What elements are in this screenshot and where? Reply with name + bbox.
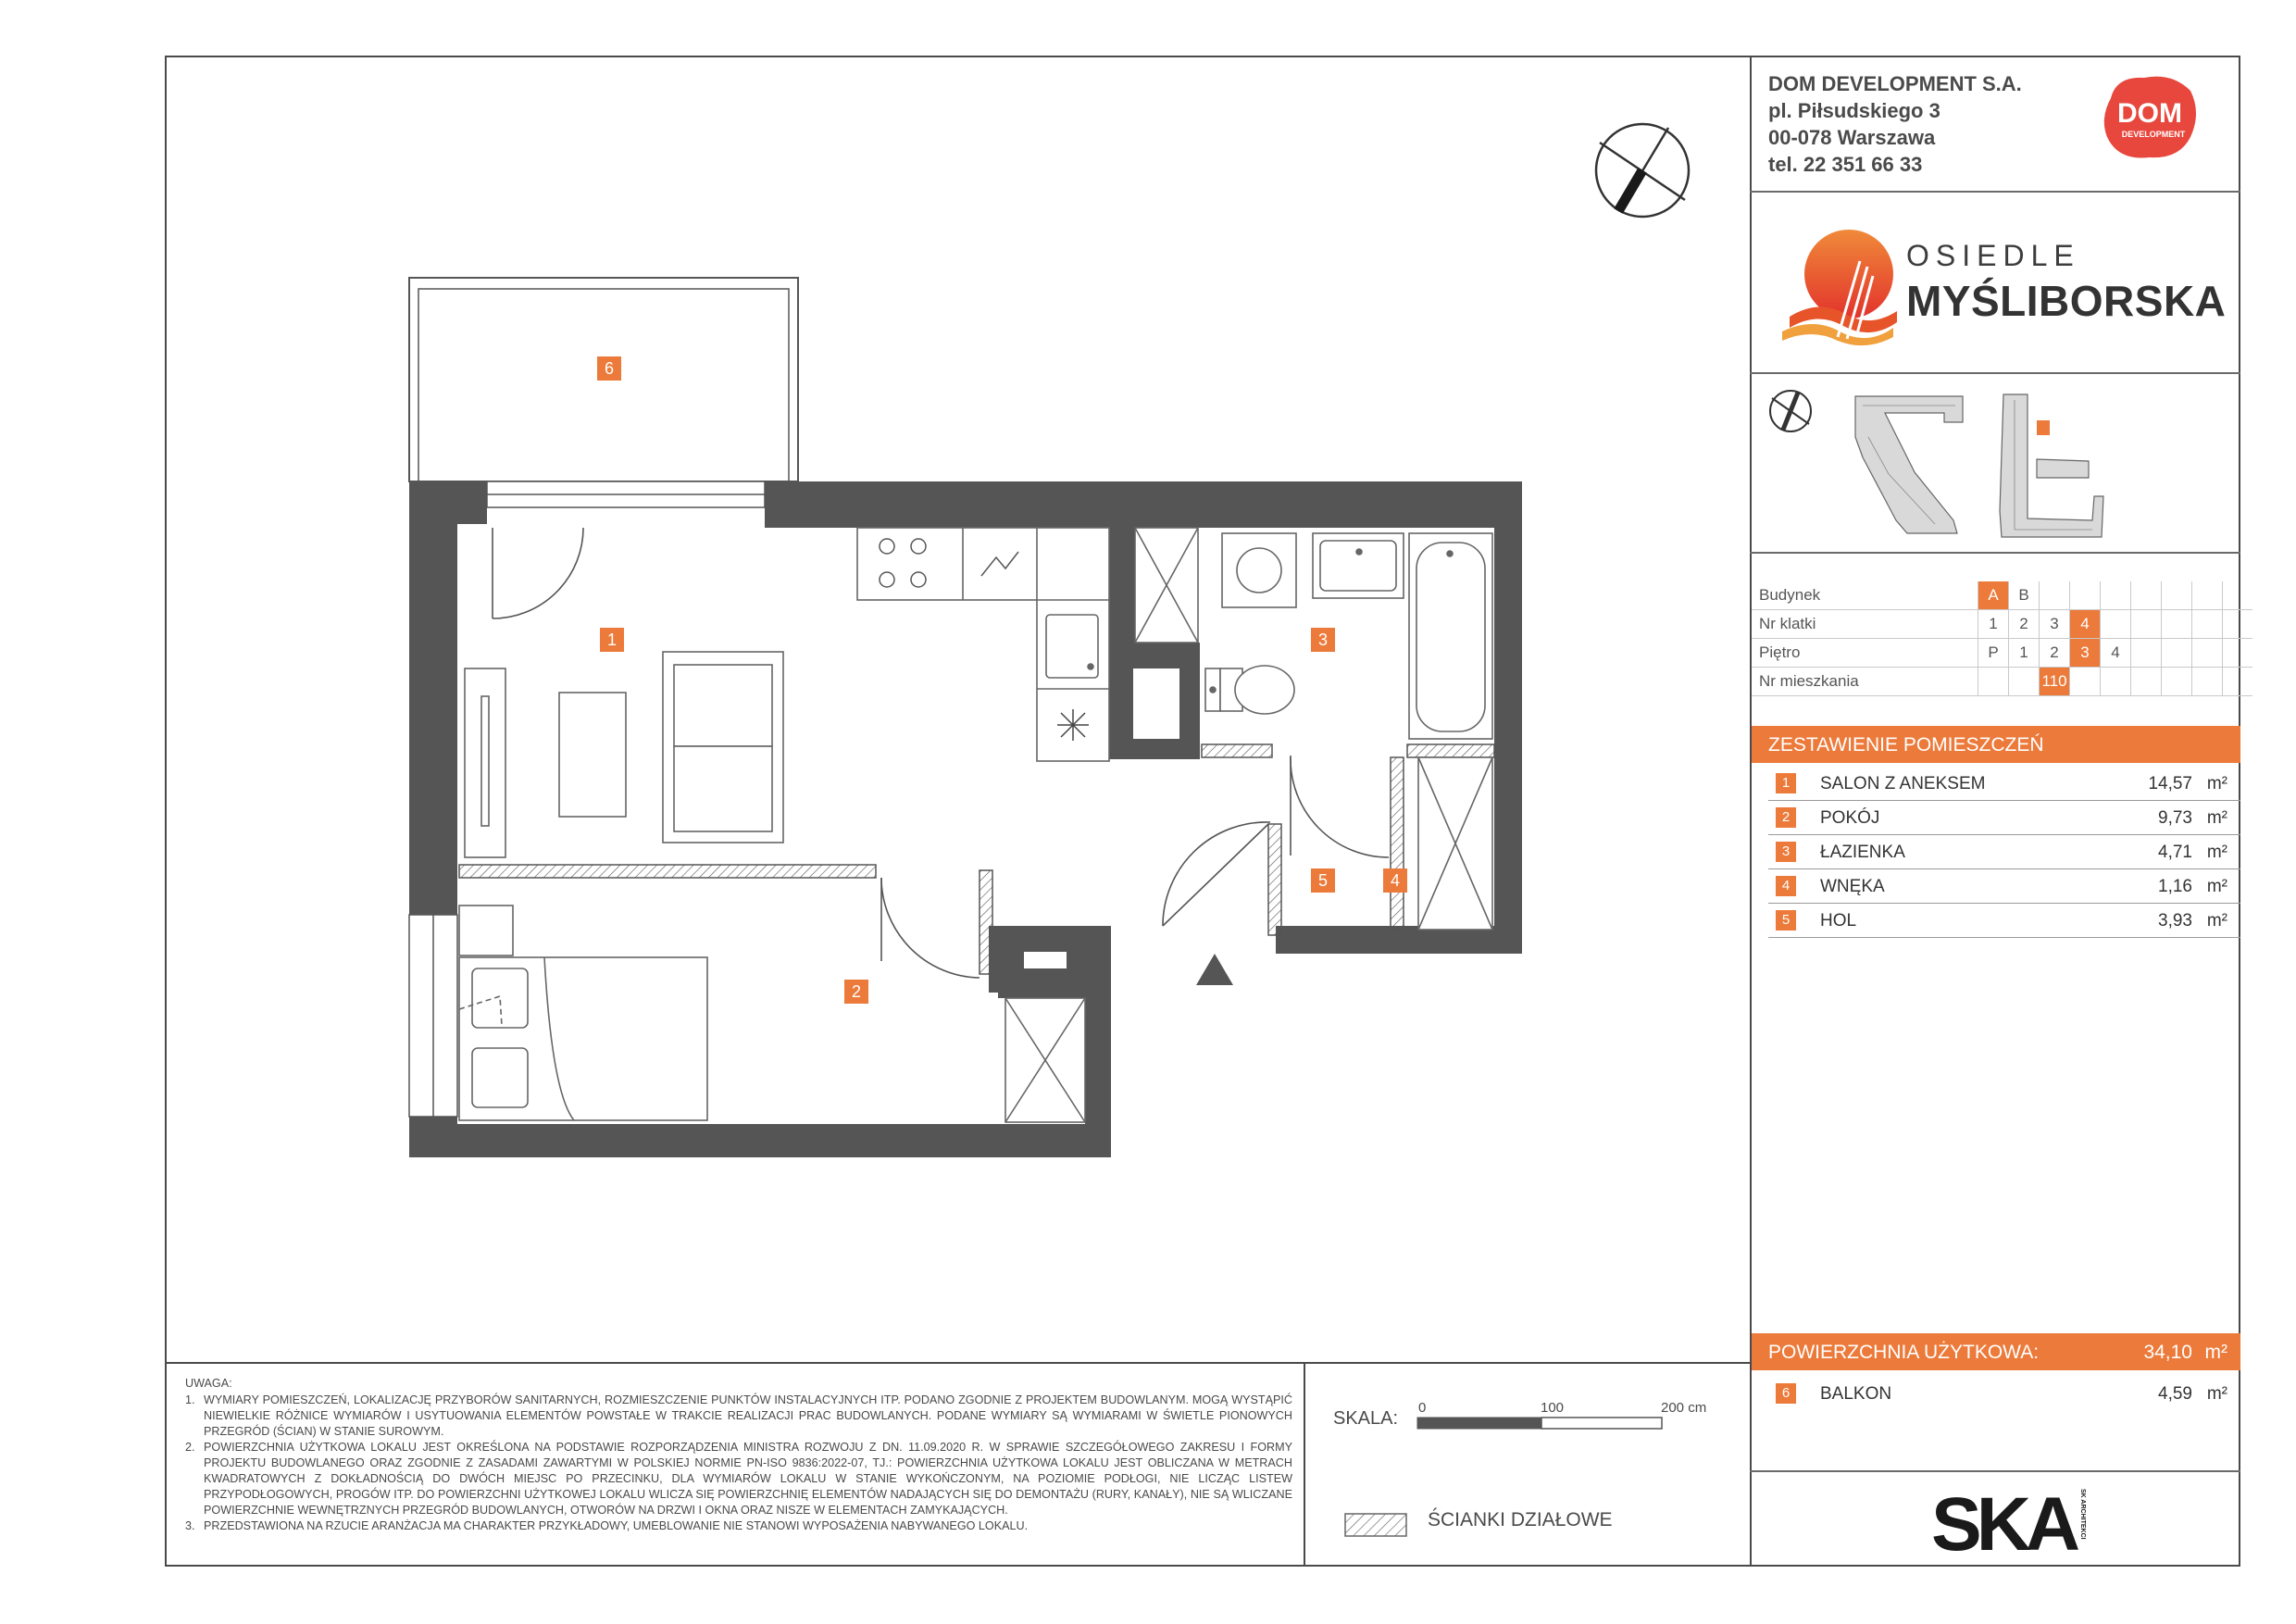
room-area: 3,93 xyxy=(2158,911,2192,931)
room-area: 1,16 xyxy=(2158,877,2192,896)
room-number: 1 xyxy=(1776,773,1796,793)
room-area: 4,71 xyxy=(2158,843,2192,862)
scale-tick-100: 100 xyxy=(1541,1400,1565,1416)
architect-logo-subtext: SK ARCHITEKCI xyxy=(2079,1489,2086,1540)
plan-label-bathroom: 3 xyxy=(1311,628,1335,652)
note-item xyxy=(185,1518,1292,1534)
location-cell xyxy=(2162,581,2192,610)
room-row xyxy=(1768,801,2240,834)
notes-divider xyxy=(165,1362,1750,1364)
location-cell: 2 xyxy=(2009,610,2040,639)
floor-plan xyxy=(370,259,1574,1167)
notes-scale-divider xyxy=(1304,1362,1305,1567)
room-separator xyxy=(1768,937,2240,938)
note-item xyxy=(185,1393,1292,1440)
scale-tick-0: 0 xyxy=(1418,1400,1427,1416)
north-arrow-icon xyxy=(1587,115,1698,226)
entrance-arrow-icon xyxy=(1196,954,1233,985)
location-cell xyxy=(2162,610,2192,639)
location-row-label: Budynek xyxy=(1752,581,1978,610)
location-cell xyxy=(2101,581,2131,610)
partition-legend-label: ŚCIANKI DZIAŁOWE xyxy=(1428,1509,1613,1530)
scale-bar xyxy=(1416,1417,1691,1431)
balcony-unit: m² xyxy=(2206,1384,2227,1404)
room-area: 14,57 xyxy=(2148,774,2192,793)
location-row-label: Nr mieszkania xyxy=(1752,668,1978,696)
note-text: PRZEDSTAWIONA NA RZUCIE ARANŻACJA MA CHARAKTER PRZYKŁADOWY, UMEBLOWANIE NIE STANOWI WYPOSAŻENIA NABYWANEGO LOKALU. xyxy=(204,1519,1029,1532)
architect-logo xyxy=(1931,1480,2092,1559)
location-cell xyxy=(2131,668,2162,696)
project-name-line1: OSIEDLE xyxy=(1906,239,2080,272)
panel-rule xyxy=(1750,1470,2240,1472)
room-unit: m² xyxy=(2206,843,2227,862)
note-number: 2. xyxy=(185,1441,195,1454)
location-cell xyxy=(2223,668,2253,696)
company-phone: tel. 22 351 66 33 xyxy=(1768,153,1923,176)
room-number: 4 xyxy=(1776,876,1796,896)
note-text: POWIERZCHNIA UŻYTKOWA LOKALU JEST OKREŚLONA NA PODSTAWIE ROZPORZĄDZENIA MINISTRA ROZWOJU Z DN. 11.09.2020 R. W SPRAWIE SZCZEGÓŁOWEGO ZAKRESU I FORMY PROJEKTU BUDOWLANEGO ORAZ ZGODNIE Z ZASADAMI ZAWARTYMI W POLSKIEJ NORMIE PN-ISO 9836:2022-07, TJ.: POWIERZCHNIA UŻYTKOWA LOKALU JEST OBLICZANA W METRACH KWADRATOWYCH Z DOKŁADNOŚCIĄ DO DWÓCH MIEJSC PO PRZECINKU, DLA WYMIARÓW LOKALU W STANIE WYKOŃCZONYM, NA POZIOMIE PODŁOGI, NIE LICZĄC LISTEW PRZYPODŁOGOWYCH, PROGÓW ITP. DO POWIERZCHNI UŻYTKOWEJ LOKALU WLICZA SIĘ POWIERZCHNIĘ ELEMENTÓW NADAJĄCYCH SIĘ DO DEMONTAŻU (RURY, KANAŁY), NIE SĄ WLICZANE POWIERZCHNIE WEWNĘTRZNYCH PRZEGRÓD BUDOWLANYCH, OTWORÓW NA DRZWI I OKNA ORAZ NISZE W ELEMENTACH ZAMYKAJĄCYCH. xyxy=(204,1441,1292,1517)
room-name: WNĘKA xyxy=(1820,877,1885,896)
location-row xyxy=(1752,668,2252,696)
location-cell xyxy=(1978,668,2009,696)
site-plan-thumbnail xyxy=(1759,381,2240,544)
company-name: DOM DEVELOPMENT S.A. xyxy=(1768,72,2022,95)
project-name-line2: MYŚLIBORSKA xyxy=(1906,277,2227,325)
note-number: 1. xyxy=(185,1393,195,1406)
location-row xyxy=(1752,639,2252,668)
location-cell xyxy=(2131,610,2162,639)
dom-development-logo xyxy=(2098,70,2202,163)
room-area: 9,73 xyxy=(2158,808,2192,828)
rooms-header: ZESTAWIENIE POMIESZCZEŃ xyxy=(1768,734,2044,756)
usable-area-label: POWIERZCHNIA UŻYTKOWA: xyxy=(1768,1342,2040,1363)
plan-label-alcove: 4 xyxy=(1383,868,1407,893)
location-cell xyxy=(2223,581,2253,610)
note-item xyxy=(185,1440,1292,1518)
location-cell xyxy=(2070,668,2101,696)
room-row xyxy=(1768,835,2240,868)
location-cell xyxy=(2040,581,2070,610)
company-city: 00-078 Warszawa xyxy=(1768,126,1936,149)
living-furniture xyxy=(465,652,783,857)
usable-area-value: 34,10 xyxy=(2143,1342,2192,1363)
location-cell: P xyxy=(1978,639,2009,668)
location-cell: B xyxy=(2009,581,2040,610)
location-cell xyxy=(2101,610,2131,639)
rooms-header-bar xyxy=(1752,726,2240,763)
room-row xyxy=(1768,869,2240,903)
room-name: SALON Z ANEKSEM xyxy=(1820,774,1986,793)
balcony-row xyxy=(1768,1377,2240,1410)
room-number: 3 xyxy=(1776,842,1796,862)
room-row xyxy=(1768,904,2240,937)
company-street: pl. Piłsudskiego 3 xyxy=(1768,99,1940,122)
balcony-name: BALKON xyxy=(1820,1384,1892,1404)
location-cell xyxy=(2192,581,2223,610)
location-table xyxy=(1752,581,2252,696)
location-cell xyxy=(2162,639,2192,668)
location-row xyxy=(1752,581,2252,610)
room-row xyxy=(1768,767,2240,800)
location-cell xyxy=(2192,610,2223,639)
fridge-icon xyxy=(1057,709,1089,741)
location-cell: 110 xyxy=(2040,668,2070,696)
location-cell: A xyxy=(1978,581,2009,610)
plan-label-hall: 5 xyxy=(1311,868,1335,893)
bedroom-wardrobe xyxy=(1005,998,1085,1122)
dom-logo-subtext: DEVELOPMENT xyxy=(2121,130,2186,139)
apartment-location-marker xyxy=(2037,420,2050,435)
note-number: 3. xyxy=(185,1519,195,1532)
usable-area-unit: m² xyxy=(2204,1342,2227,1363)
wardrobe xyxy=(1418,757,1492,930)
location-cell: 2 xyxy=(2040,639,2070,668)
plan-label-balcony: 6 xyxy=(597,356,621,381)
location-cell: 4 xyxy=(2070,610,2101,639)
north-arrow-small-icon xyxy=(1770,391,1811,431)
room-unit: m² xyxy=(2206,774,2227,793)
location-row-label: Piętro xyxy=(1752,639,1978,668)
partition-legend-swatch xyxy=(1344,1513,1409,1539)
architect-logo-text: SKA xyxy=(1931,1482,2076,1559)
location-cell: 3 xyxy=(2040,610,2070,639)
plan-label-living: 1 xyxy=(600,628,624,652)
location-cell xyxy=(2162,668,2192,696)
location-cell: 1 xyxy=(1978,610,2009,639)
room-number: 2 xyxy=(1776,807,1796,828)
room-number: 5 xyxy=(1776,910,1796,931)
room-unit: m² xyxy=(2206,808,2227,828)
location-cell: 4 xyxy=(2101,639,2131,668)
location-cell xyxy=(2131,639,2162,668)
plan-label-bedroom: 2 xyxy=(844,980,868,1004)
project-logo xyxy=(1782,220,2227,350)
location-cell xyxy=(2070,581,2101,610)
usable-area-bar xyxy=(1752,1333,2240,1370)
location-cell: 1 xyxy=(2009,639,2040,668)
location-cell xyxy=(2223,610,2253,639)
company-info xyxy=(1768,70,2022,178)
location-cell xyxy=(2192,639,2223,668)
panel-rule xyxy=(1750,552,2240,554)
balcony-num: 6 xyxy=(1776,1383,1796,1404)
location-row-label: Nr klatki xyxy=(1752,610,1978,639)
balcony-area: 4,59 xyxy=(2158,1384,2192,1404)
scale-label: SKALA: xyxy=(1333,1408,1399,1429)
notes-heading: UWAGA: xyxy=(185,1377,232,1390)
room-unit: m² xyxy=(2206,911,2227,931)
notes-block xyxy=(185,1376,1292,1534)
panel-rule xyxy=(1750,191,2240,193)
room-name: POKÓJ xyxy=(1820,808,1880,828)
note-text: WYMIARY POMIESZCZEŃ, LOKALIZACJĘ PRZYBORÓW SANITARNYCH, ROZMIESZCZENIE PUNKTÓW INSTALACYJNYCH ITP. PODANO ZGODNIE Z PROJEKTEM BUDOWLANYM. MOGĄ WYSTĄPIĆ NIEWIELKIE RÓŻNICE WYMIARÓW I USYTUOWANIA ELEMENTÓW POWSTAŁE W TRAKCIE REALIZACJI PRAC BUDOWLANYCH. PODANE WYMIARY SĄ WYMIARAMI W ŚWIETLE PIONOWYCH PRZEGRÓD (ŚCIAN) W STANIE SUROWYM. xyxy=(204,1393,1292,1438)
panel-rule xyxy=(1750,372,2240,374)
scale-tick-200: 200 cm xyxy=(1661,1400,1707,1416)
osiedle-logo-icon xyxy=(1782,220,1903,350)
room-name: HOL xyxy=(1820,911,1857,931)
location-cell xyxy=(2131,581,2162,610)
location-cell xyxy=(2101,668,2131,696)
location-cell xyxy=(2192,668,2223,696)
room-unit: m² xyxy=(2206,877,2227,896)
location-cell: 3 xyxy=(2070,639,2101,668)
room-name: ŁAZIENKA xyxy=(1820,843,1905,862)
location-cell xyxy=(2223,639,2253,668)
bedroom-furniture xyxy=(459,906,707,1120)
location-cell xyxy=(2009,668,2040,696)
dom-logo-text: DOM xyxy=(2117,98,2182,129)
location-row xyxy=(1752,610,2252,639)
